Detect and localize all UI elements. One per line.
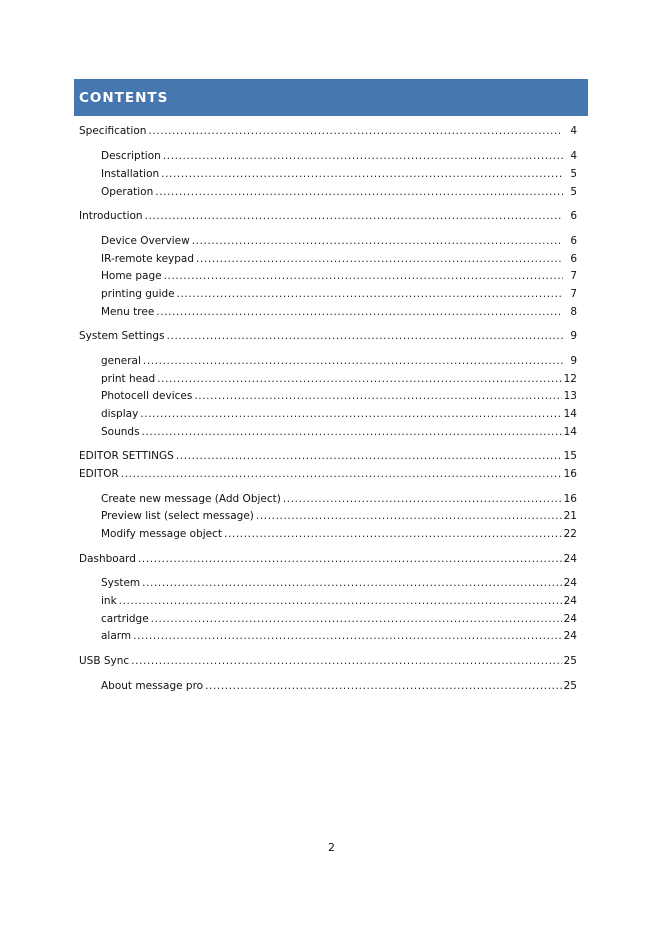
toc-entry-label: USB Sync — [79, 655, 130, 667]
toc-entry-ir-remote-keypad[interactable] — [101, 252, 577, 266]
toc-entry-label: EDITOR SETTINGS — [79, 450, 174, 462]
toc-entry-usb-sync[interactable] — [79, 654, 577, 668]
toc-entry-system[interactable] — [101, 576, 577, 590]
toc-entry-page: 12 — [563, 373, 577, 385]
toc-entry-page: 22 — [563, 528, 577, 540]
toc-entry-introduction[interactable] — [79, 209, 577, 223]
toc-leader-dots — [145, 209, 563, 223]
toc-entry-page: 5 — [570, 186, 577, 198]
toc-entry-label: Description — [101, 150, 161, 162]
toc-entry-label: ink — [101, 595, 117, 607]
toc-entry-label: Device Overview — [101, 235, 190, 247]
toc-entry-label: alarm — [101, 630, 132, 642]
toc-entry-page: 24 — [563, 613, 577, 625]
toc-entry-page: 25 — [563, 655, 577, 667]
toc-entry-page: 24 — [563, 577, 577, 589]
toc-entry-display[interactable] — [101, 407, 577, 421]
toc-entry-label: display — [101, 408, 139, 420]
toc-entry-modify-message-object[interactable] — [101, 527, 577, 541]
toc-entry-description[interactable] — [101, 149, 577, 163]
toc-entry-page: 6 — [570, 253, 577, 265]
toc-entry-label: Home page — [101, 270, 162, 282]
toc-leader-dots — [119, 594, 562, 608]
toc-leader-dots — [138, 552, 562, 566]
toc-entry-page: 6 — [570, 235, 577, 247]
toc-leader-dots — [133, 629, 561, 643]
toc-entry-page: 7 — [570, 288, 577, 300]
toc-entry-page: 21 — [563, 510, 577, 522]
toc-entry-page: 4 — [570, 150, 577, 162]
toc-entry-label: System — [101, 577, 141, 589]
toc-entry-page: 24 — [563, 630, 577, 642]
toc-entry-label: System Settings — [79, 330, 165, 342]
toc-leader-dots — [142, 425, 562, 439]
page-number: 2 — [328, 841, 335, 854]
toc-entry-label: Preview list (select message) — [101, 510, 254, 522]
toc-leader-dots — [224, 527, 562, 541]
toc-leader-dots — [176, 449, 562, 463]
toc-entry-label: IR-remote keypad — [101, 253, 195, 265]
toc-leader-dots — [157, 372, 561, 386]
toc-entry-label: Operation — [101, 186, 154, 198]
toc-leader-dots — [148, 124, 563, 138]
toc-entry-page: 4 — [570, 125, 577, 137]
toc-leader-dots — [283, 492, 562, 506]
toc-entry-label: Introduction — [79, 210, 143, 222]
toc-entry-page: 25 — [563, 680, 577, 692]
toc-leader-dots — [151, 612, 562, 626]
toc-entry-system-settings[interactable] — [79, 329, 577, 343]
toc-entry-page: 24 — [563, 595, 577, 607]
toc-entry-label: Specification — [79, 125, 147, 137]
toc-entry-label: EDITOR — [79, 468, 119, 480]
toc-entry-installation[interactable] — [101, 167, 577, 181]
toc-leader-dots — [192, 234, 563, 248]
toc-entry-device-overview[interactable] — [101, 234, 577, 248]
toc-entry-page: 7 — [570, 270, 577, 282]
toc-entry-about-message-pro[interactable] — [101, 679, 577, 693]
toc-entry-page: 8 — [570, 306, 577, 318]
toc-leader-dots — [164, 269, 563, 283]
toc-entry-label: general — [101, 355, 141, 367]
toc-leader-dots — [131, 654, 561, 668]
toc-leader-dots — [156, 305, 563, 319]
toc-entry-ink[interactable] — [101, 594, 577, 608]
toc-entry-label: Create new message (Add Object) — [101, 493, 281, 505]
toc-entry-general[interactable] — [101, 354, 577, 368]
toc-entry-editor[interactable] — [79, 467, 577, 481]
toc-leader-dots — [121, 467, 562, 481]
toc-entry-editor-settings[interactable] — [79, 449, 577, 463]
toc-entry-print-head[interactable] — [101, 372, 577, 386]
toc-entry-page: 24 — [563, 553, 577, 565]
toc-entry-specification[interactable] — [79, 124, 577, 138]
toc-entry-label: printing guide — [101, 288, 175, 300]
toc-entry-alarm[interactable] — [101, 629, 577, 643]
contents-header — [74, 79, 588, 116]
toc-leader-dots — [256, 509, 562, 523]
toc-leader-dots — [142, 576, 561, 590]
toc-leader-dots — [155, 185, 563, 199]
toc-entry-page: 9 — [570, 355, 577, 367]
toc-entry-page: 6 — [570, 210, 577, 222]
toc-leader-dots — [194, 389, 561, 403]
toc-entry-preview-list[interactable] — [101, 509, 577, 523]
toc-leader-dots — [196, 252, 563, 266]
toc-leader-dots — [163, 149, 563, 163]
toc-entry-sounds[interactable] — [101, 425, 577, 439]
toc-entry-operation[interactable] — [101, 185, 577, 199]
toc-leader-dots — [167, 329, 563, 343]
toc-leader-dots — [177, 287, 563, 301]
toc-entry-label: Photocell devices — [101, 390, 193, 402]
toc-entry-label: Modify message object — [101, 528, 223, 540]
toc-entry-page: 16 — [563, 493, 577, 505]
toc-entry-label: Installation — [101, 168, 160, 180]
toc-entry-page: 13 — [563, 390, 577, 402]
toc-entry-create-new-message[interactable] — [101, 492, 577, 506]
toc-entry-label: About message pro — [101, 680, 204, 692]
toc-leader-dots — [140, 407, 561, 421]
toc-entry-cartridge[interactable] — [101, 612, 577, 626]
toc-entry-page: 15 — [563, 450, 577, 462]
toc-entry-label: Menu tree — [101, 306, 155, 318]
toc-entry-page: 14 — [563, 426, 577, 438]
toc-entry-page: 5 — [570, 168, 577, 180]
toc-entry-page: 16 — [563, 468, 577, 480]
toc-leader-dots — [161, 167, 563, 181]
toc-entry-photocell-devices[interactable] — [101, 389, 577, 403]
toc-entry-label: cartridge — [101, 613, 149, 625]
toc-leader-dots — [143, 354, 563, 368]
toc-leader-dots — [205, 679, 562, 693]
toc-entry-page: 14 — [563, 408, 577, 420]
contents-title: CONTENTS — [79, 89, 169, 106]
toc-entry-menu-tree[interactable] — [101, 305, 577, 319]
toc-entry-label: Dashboard — [79, 553, 136, 565]
toc-entry-dashboard[interactable] — [79, 552, 577, 566]
toc-entry-home-page[interactable] — [101, 269, 577, 283]
toc-entry-printing-guide[interactable] — [101, 287, 577, 301]
toc-entry-label: print head — [101, 373, 156, 385]
toc-entry-page: 9 — [570, 330, 577, 342]
toc-entry-label: Sounds — [101, 426, 140, 438]
